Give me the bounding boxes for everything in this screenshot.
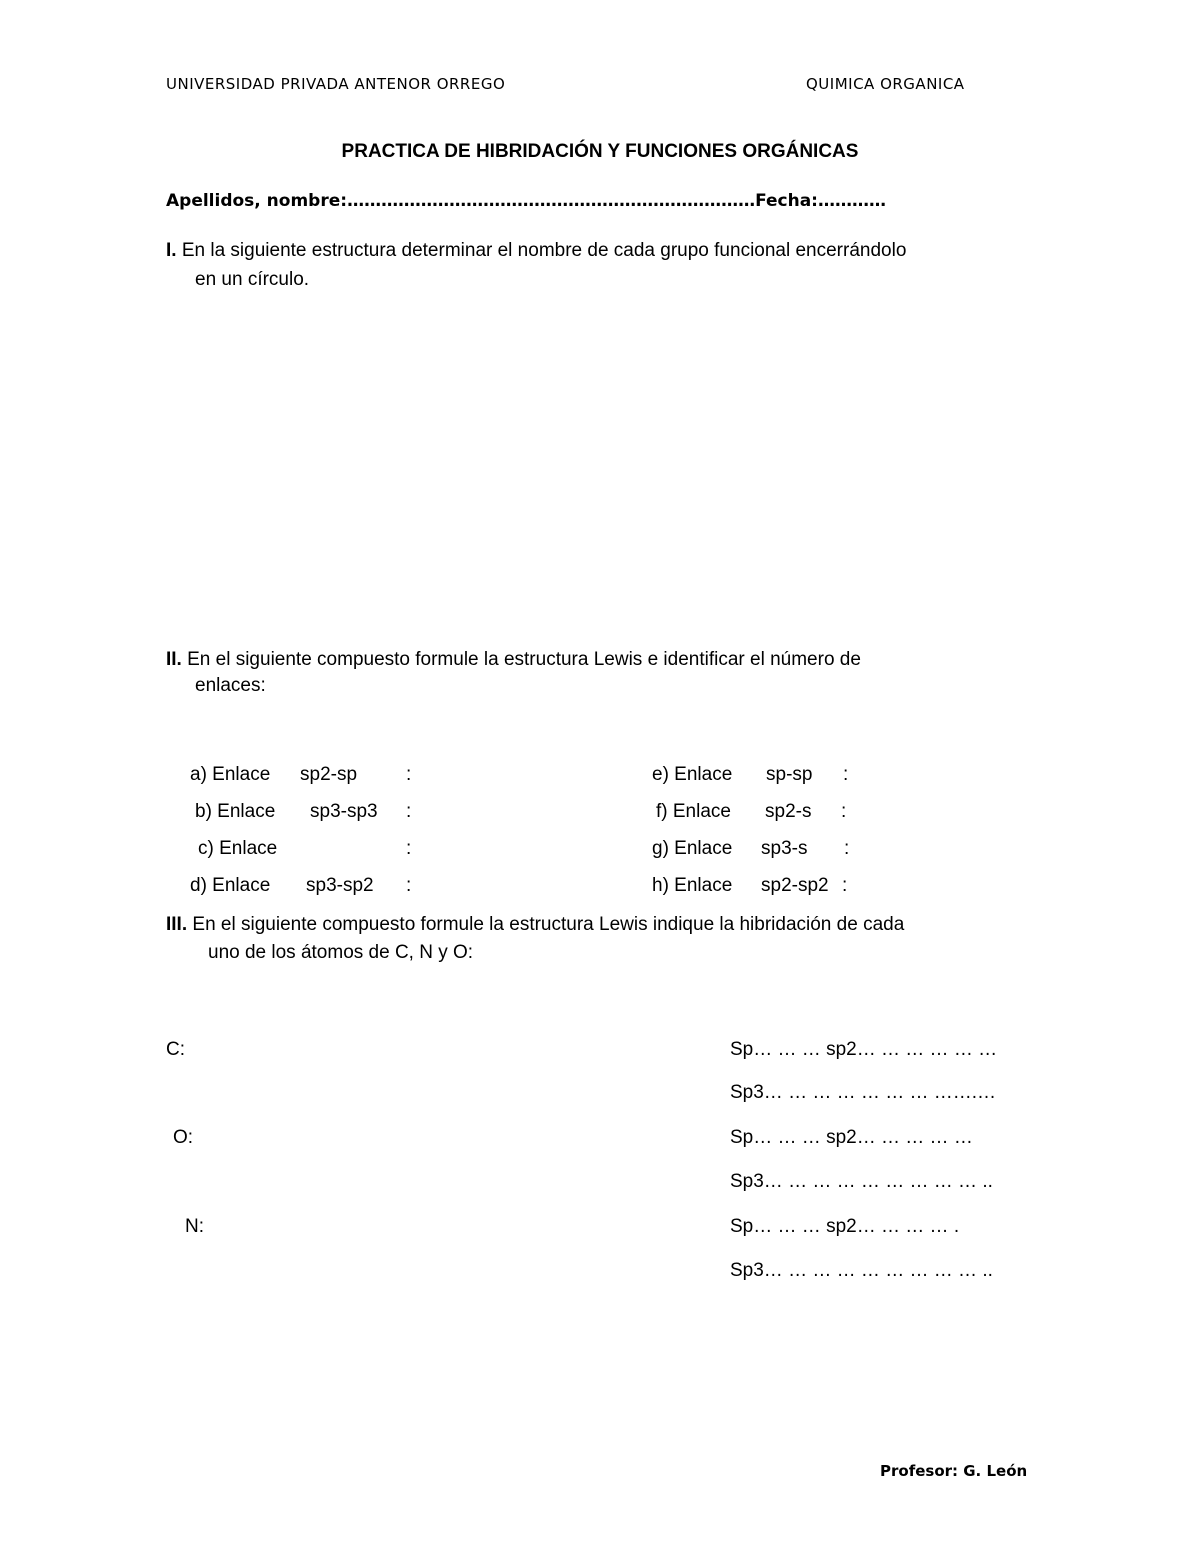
section1-number: I. [166,240,177,261]
bond-a-type: sp2-sp [300,764,358,785]
atom-c-label: C: [166,1039,185,1060]
bond-b-colon: : [406,801,412,822]
atom-n-label: N: [185,1216,204,1237]
professor-name: Profesor: G. León [880,1462,1028,1480]
bond-a-letter: a) Enlace [190,764,271,785]
bond-h-type: sp2-sp2 [761,875,829,896]
course-name: QUIMICA ORGANICA [806,75,965,93]
section3-number: III. [166,914,188,935]
bond-d-letter: d) Enlace [190,875,271,896]
section2-number: II. [166,649,182,670]
bond-c-colon: : [406,838,412,859]
section3-text-line2: uno de los átomos de C, N y O: [208,942,474,963]
section2-text-line1: En el siguiente compuesto formule la estructura Lewis e identificar el número de [187,649,861,670]
name-label: Apellidos, nombre: [166,191,348,211]
bond-g-colon: : [844,838,850,859]
bond-a-colon: : [406,764,412,785]
bond-g-type: sp3-s [761,838,808,859]
bond-e-colon: : [843,764,849,785]
bond-f-letter: f) Enlace [656,801,731,822]
bond-e-type: sp-sp [766,764,813,785]
bond-h-letter: h) Enlace [652,875,733,896]
bond-c-letter: c) Enlace [198,838,278,859]
bond-b-type: sp3-sp3 [310,801,378,822]
section1-text-line1: En la siguiente estructura determinar el nombre de cada grupo funcional encerrándolo [181,240,907,261]
atom-o-label: O: [173,1127,194,1148]
atom-n-line1: Sp… … … sp2… … … … . [730,1216,960,1237]
atom-o-line2: Sp3… … … … … … … … … .. [730,1171,993,1192]
section3-line1 [166,914,904,936]
atom-n-line2: Sp3… … … … … … … … … .. [730,1260,993,1281]
page-title: PRACTICA DE HIBRIDACIÓN Y FUNCIONES ORGÁNICAS [341,141,859,162]
bond-f-type: sp2-s [765,801,812,822]
section2-line1 [166,649,861,671]
name-dots: ……………………………………………………………… [347,191,756,211]
university-name: UNIVERSIDAD PRIVADA ANTENOR ORREGO [166,75,506,93]
bond-d-type: sp3-sp2 [306,875,374,896]
section3-text-line1: En el siguiente compuesto formule la estructura Lewis indique la hibridación de cada [192,914,905,935]
atom-c-line2: Sp3… … … … … … … …….… [730,1082,997,1103]
atom-o-line1: Sp… … … sp2… … … … … [730,1127,973,1148]
bond-b-letter: b) Enlace [195,801,276,822]
student-line [166,191,886,211]
bond-g-letter: g) Enlace [652,838,733,859]
atom-c-line1: Sp… … … sp2… … … … … … [730,1039,998,1060]
bond-f-colon: : [841,801,847,822]
section2-text-line2: enlaces: [195,675,266,696]
date-label: Fecha: [755,191,818,211]
bond-h-colon: : [842,875,848,896]
bond-d-colon: : [406,875,412,896]
section1-text-line2: en un círculo. [195,269,310,290]
section1-line1 [166,240,906,262]
date-dots: ………… [817,191,886,211]
bond-e-letter: e) Enlace [652,764,733,785]
